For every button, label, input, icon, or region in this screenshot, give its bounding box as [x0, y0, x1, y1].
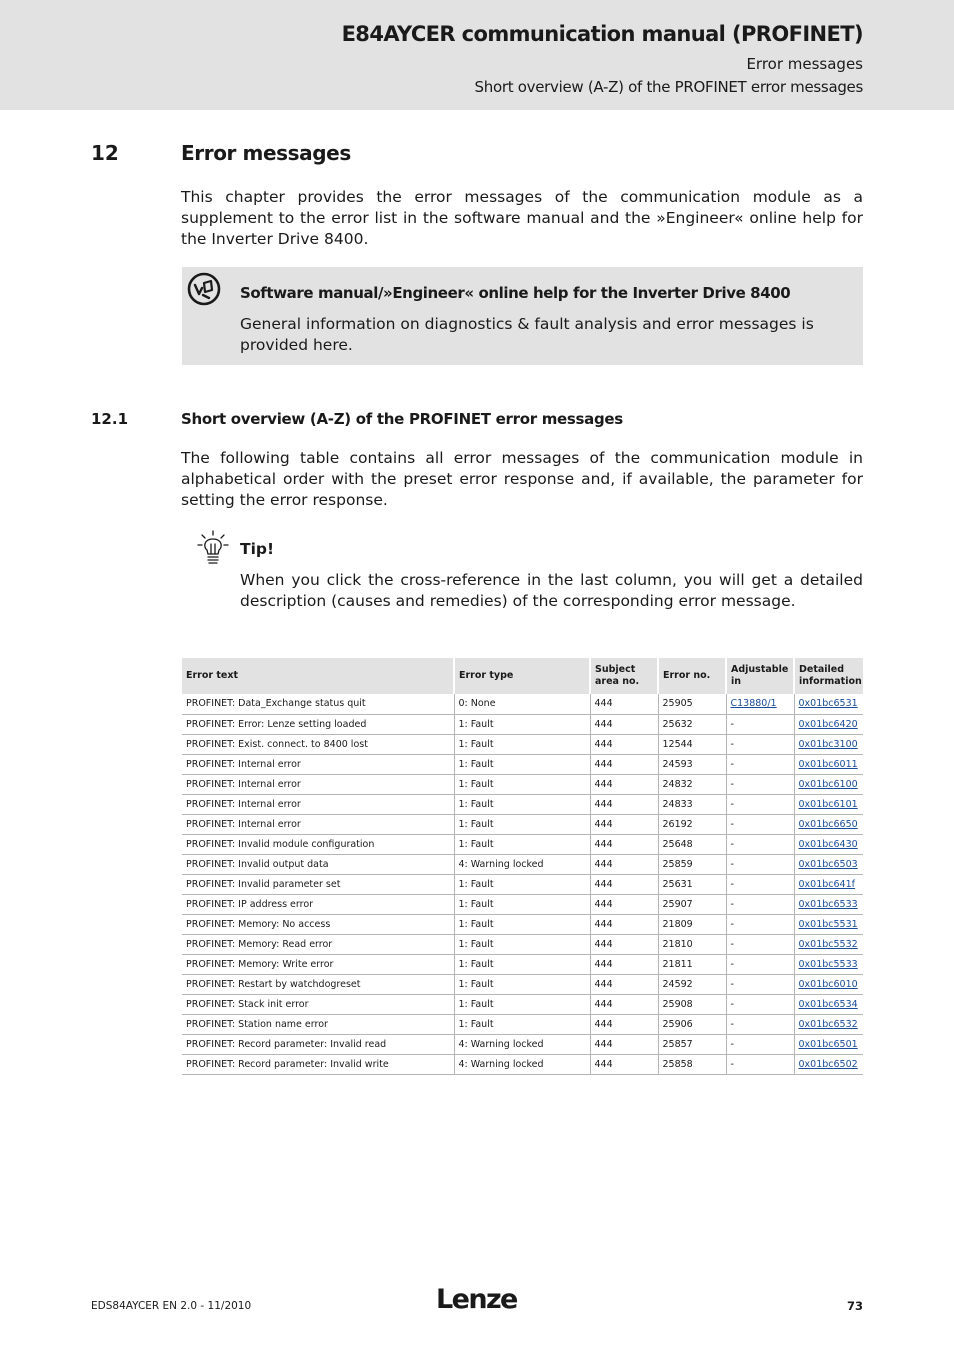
- error-type-cell: 1: Fault: [454, 914, 590, 934]
- detailed-info-link[interactable]: [794, 914, 863, 934]
- error-code-link[interactable]: 0x01bc6011: [798, 758, 858, 770]
- error-text-cell: PROFINET: Station name error: [182, 1014, 454, 1034]
- parameter-link[interactable]: C13880/1: [730, 698, 777, 710]
- table-row: [182, 974, 863, 994]
- chapter-title: Error messages: [181, 141, 351, 165]
- adjustable-in-cell: -: [726, 814, 794, 834]
- error-code-link[interactable]: 0x01bc6101: [798, 798, 858, 810]
- error-code-link[interactable]: 0x01bc6650: [798, 818, 858, 830]
- adjustable-in-cell: -: [726, 1054, 794, 1074]
- detailed-info-link[interactable]: [794, 814, 863, 834]
- error-no-cell: 25859: [658, 854, 726, 874]
- error-type-cell: 1: Fault: [454, 1014, 590, 1034]
- error-code-link[interactable]: 0x01bc3100: [798, 738, 858, 750]
- col-header-subject-area: Subject area no.: [590, 658, 658, 694]
- error-no-cell: 25648: [658, 834, 726, 854]
- error-code-link[interactable]: 0x01bc5531: [798, 918, 858, 930]
- error-code-link[interactable]: 0x01bc6534: [798, 998, 858, 1010]
- table-row: [182, 834, 863, 854]
- error-messages-table: [182, 658, 863, 1075]
- subject-area-cell: 444: [590, 894, 658, 914]
- section-title: Short overview (A-Z) of the PROFINET error messages: [181, 410, 623, 428]
- col-header-error-text: Error text: [182, 658, 454, 694]
- error-type-cell: 0: None: [454, 694, 590, 714]
- subject-area-cell: 444: [590, 1054, 658, 1074]
- subject-area-cell: 444: [590, 754, 658, 774]
- adjustable-in-cell: -: [726, 1014, 794, 1034]
- error-code-link[interactable]: 0x01bc6532: [798, 1018, 858, 1030]
- adjustable-in-cell: -: [726, 774, 794, 794]
- col-header-error-type: Error type: [454, 658, 590, 694]
- error-type-cell: 1: Fault: [454, 994, 590, 1014]
- table-row: [182, 774, 863, 794]
- detailed-info-link[interactable]: [794, 714, 863, 734]
- table-row: [182, 894, 863, 914]
- detailed-info-link[interactable]: [794, 874, 863, 894]
- error-no-cell: 25858: [658, 1054, 726, 1074]
- subject-area-cell: 444: [590, 934, 658, 954]
- error-no-cell: 25905: [658, 694, 726, 714]
- detailed-info-link[interactable]: [794, 1034, 863, 1054]
- detailed-info-link[interactable]: [794, 974, 863, 994]
- header-section: Short overview (A-Z) of the PROFINET error messages: [474, 78, 863, 96]
- error-text-cell: PROFINET: Record parameter: Invalid write: [182, 1054, 454, 1074]
- error-code-link[interactable]: 0x01bc6502: [798, 1058, 858, 1070]
- error-text-cell: PROFINET: Internal error: [182, 774, 454, 794]
- note-body: General information on diagnostics & fault analysis and error messages is provided here.: [240, 315, 814, 354]
- error-type-cell: 1: Fault: [454, 774, 590, 794]
- subject-area-cell: 444: [590, 1034, 658, 1054]
- detailed-info-link[interactable]: [794, 734, 863, 754]
- adjustable-in-cell: -: [726, 894, 794, 914]
- table-row: [182, 1054, 863, 1074]
- error-text-cell: PROFINET: Memory: Read error: [182, 934, 454, 954]
- error-code-link[interactable]: 0x01bc6420: [798, 718, 858, 730]
- error-type-cell: 1: Fault: [454, 934, 590, 954]
- note-title: Software manual/»Engineer« online help for the Inverter Drive 8400: [240, 284, 791, 302]
- table-header-row: [182, 658, 863, 694]
- table-row: [182, 934, 863, 954]
- subject-area-cell: 444: [590, 834, 658, 854]
- subject-area-cell: 444: [590, 694, 658, 714]
- section-intro: The following table contains all error messages of the communication module in alphabetical order with the preset error response and, if available, the parameter for setting the error response.: [181, 449, 863, 509]
- table-row: [182, 854, 863, 874]
- error-text-cell: PROFINET: Invalid output data: [182, 854, 454, 874]
- error-code-link[interactable]: 0x01bc641f: [798, 878, 855, 890]
- error-no-cell: 25631: [658, 874, 726, 894]
- table-row: [182, 814, 863, 834]
- error-code-link[interactable]: 0x01bc6533: [798, 898, 858, 910]
- adjustable-in-cell: -: [726, 914, 794, 934]
- manual-note-box: [182, 267, 863, 365]
- error-code-link[interactable]: 0x01bc6501: [798, 1038, 858, 1050]
- page-number: 73: [846, 1299, 863, 1313]
- error-no-cell: 25908: [658, 994, 726, 1014]
- adjustable-in-cell: -: [726, 714, 794, 734]
- error-text-cell: PROFINET: Memory: No access: [182, 914, 454, 934]
- error-no-cell: 26192: [658, 814, 726, 834]
- subject-area-cell: 444: [590, 874, 658, 894]
- document-id: EDS84AYCER EN 2.0 - 11/2010: [91, 1300, 252, 1312]
- subject-area-cell: 444: [590, 734, 658, 754]
- error-type-cell: 4: Warning locked: [454, 854, 590, 874]
- subject-area-cell: 444: [590, 1014, 658, 1034]
- tip-body: When you click the cross-reference in the last column, you will get a detailed description (causes and remedies) of the corresponding error message.: [240, 571, 863, 610]
- error-code-link[interactable]: 0x01bc6430: [798, 838, 858, 850]
- error-type-cell: 1: Fault: [454, 974, 590, 994]
- detailed-info-link[interactable]: [794, 834, 863, 854]
- adjustable-in-cell: -: [726, 834, 794, 854]
- adjustable-in-cell: -: [726, 974, 794, 994]
- detailed-info-link[interactable]: [794, 954, 863, 974]
- detailed-info-link[interactable]: [794, 994, 863, 1014]
- adjustable-in-cell: -: [726, 874, 794, 894]
- error-type-cell: 1: Fault: [454, 834, 590, 854]
- table-row: [182, 754, 863, 774]
- error-type-cell: 1: Fault: [454, 894, 590, 914]
- chapter-intro: This chapter provides the error messages of the communication module as a supplement to the error list in the software manual and the »Engineer« online help for the Inverter Drive 8400.: [181, 188, 863, 248]
- error-text-cell: PROFINET: Invalid module configuration: [182, 834, 454, 854]
- error-text-cell: PROFINET: Data_Exchange status quit: [182, 694, 454, 714]
- detailed-info-link[interactable]: [794, 794, 863, 814]
- error-code-link[interactable]: 0x01bc5533: [798, 958, 858, 970]
- adjustable-in-cell: -: [726, 854, 794, 874]
- error-type-cell: 1: Fault: [454, 954, 590, 974]
- error-code-link[interactable]: 0x01bc6503: [798, 858, 858, 870]
- detailed-info-link[interactable]: [794, 1014, 863, 1034]
- error-code-link[interactable]: 0x01bc5532: [798, 938, 858, 950]
- error-code-link[interactable]: 0x01bc6010: [798, 978, 858, 990]
- table-row: [182, 994, 863, 1014]
- table-row: [182, 714, 863, 734]
- adjustable-in-cell: -: [726, 1034, 794, 1054]
- table-body: [182, 694, 863, 1074]
- error-text-cell: PROFINET: Stack init error: [182, 994, 454, 1014]
- manual-reference-icon: [187, 272, 221, 306]
- detailed-info-link[interactable]: [794, 1054, 863, 1074]
- error-no-cell: 25906: [658, 1014, 726, 1034]
- error-text-cell: PROFINET: Internal error: [182, 754, 454, 774]
- error-no-cell: 24592: [658, 974, 726, 994]
- error-type-cell: 1: Fault: [454, 714, 590, 734]
- adjustable-in-cell: -: [726, 754, 794, 774]
- table-row: [182, 874, 863, 894]
- detailed-info-link[interactable]: [794, 854, 863, 874]
- error-text-cell: PROFINET: Internal error: [182, 794, 454, 814]
- error-type-cell: 1: Fault: [454, 814, 590, 834]
- adjustable-in-cell: -: [726, 994, 794, 1014]
- subject-area-cell: 444: [590, 954, 658, 974]
- error-no-cell: 24593: [658, 754, 726, 774]
- error-text-cell: PROFINET: Invalid parameter set: [182, 874, 454, 894]
- error-type-cell: 1: Fault: [454, 734, 590, 754]
- error-no-cell: 21809: [658, 914, 726, 934]
- subject-area-cell: 444: [590, 974, 658, 994]
- error-no-cell: 24833: [658, 794, 726, 814]
- adjustable-in-cell: -: [726, 794, 794, 814]
- adjustable-in-cell[interactable]: [726, 694, 794, 714]
- error-no-cell: 25857: [658, 1034, 726, 1054]
- table-row: [182, 734, 863, 754]
- detailed-info-link[interactable]: [794, 894, 863, 914]
- col-header-detailed-info: Detailed information: [794, 658, 863, 694]
- table-row: [182, 1014, 863, 1034]
- table-row: [182, 954, 863, 974]
- error-no-cell: 25632: [658, 714, 726, 734]
- error-text-cell: PROFINET: Memory: Write error: [182, 954, 454, 974]
- error-text-cell: PROFINET: Error: Lenze setting loaded: [182, 714, 454, 734]
- detailed-info-link[interactable]: [794, 934, 863, 954]
- subject-area-cell: 444: [590, 794, 658, 814]
- manual-title: E84AYCER communication manual (PROFINET): [341, 22, 863, 46]
- error-type-cell: 1: Fault: [454, 754, 590, 774]
- error-no-cell: 21810: [658, 934, 726, 954]
- subject-area-cell: 444: [590, 774, 658, 794]
- error-text-cell: PROFINET: IP address error: [182, 894, 454, 914]
- lenze-logo: Lenze: [436, 1284, 517, 1315]
- detailed-info-link[interactable]: [794, 694, 863, 714]
- subject-area-cell: 444: [590, 854, 658, 874]
- subject-area-cell: 444: [590, 714, 658, 734]
- error-text-cell: PROFINET: Internal error: [182, 814, 454, 834]
- error-text-cell: PROFINET: Exist. connect. to 8400 lost: [182, 734, 454, 754]
- tip-label: Tip!: [240, 540, 275, 558]
- error-no-cell: 12544: [658, 734, 726, 754]
- subject-area-cell: 444: [590, 994, 658, 1014]
- error-code-link[interactable]: 0x01bc6531: [798, 698, 858, 710]
- error-type-cell: 4: Warning locked: [454, 1054, 590, 1074]
- error-no-cell: 21811: [658, 954, 726, 974]
- error-text-cell: PROFINET: Record parameter: Invalid read: [182, 1034, 454, 1054]
- table-row: [182, 914, 863, 934]
- adjustable-in-cell: -: [726, 934, 794, 954]
- error-type-cell: 4: Warning locked: [454, 1034, 590, 1054]
- chapter-number: 12: [91, 141, 119, 165]
- error-type-cell: 1: Fault: [454, 874, 590, 894]
- error-no-cell: 25907: [658, 894, 726, 914]
- col-header-adjustable-in: Adjustable in: [726, 658, 794, 694]
- header-chapter: Error messages: [746, 55, 863, 73]
- adjustable-in-cell: -: [726, 734, 794, 754]
- section-number: 12.1: [91, 410, 129, 428]
- detailed-info-link[interactable]: [794, 754, 863, 774]
- col-header-error-no: Error no.: [658, 658, 726, 694]
- table-row: [182, 1034, 863, 1054]
- table-row: [182, 794, 863, 814]
- subject-area-cell: 444: [590, 914, 658, 934]
- page-header: [0, 0, 954, 110]
- detailed-info-link[interactable]: [794, 774, 863, 794]
- error-type-cell: 1: Fault: [454, 794, 590, 814]
- error-text-cell: PROFINET: Restart by watchdogreset: [182, 974, 454, 994]
- error-code-link[interactable]: 0x01bc6100: [798, 778, 858, 790]
- error-no-cell: 24832: [658, 774, 726, 794]
- adjustable-in-cell: -: [726, 954, 794, 974]
- subject-area-cell: 444: [590, 814, 658, 834]
- table-row: [182, 694, 863, 714]
- lightbulb-icon: [196, 530, 230, 566]
